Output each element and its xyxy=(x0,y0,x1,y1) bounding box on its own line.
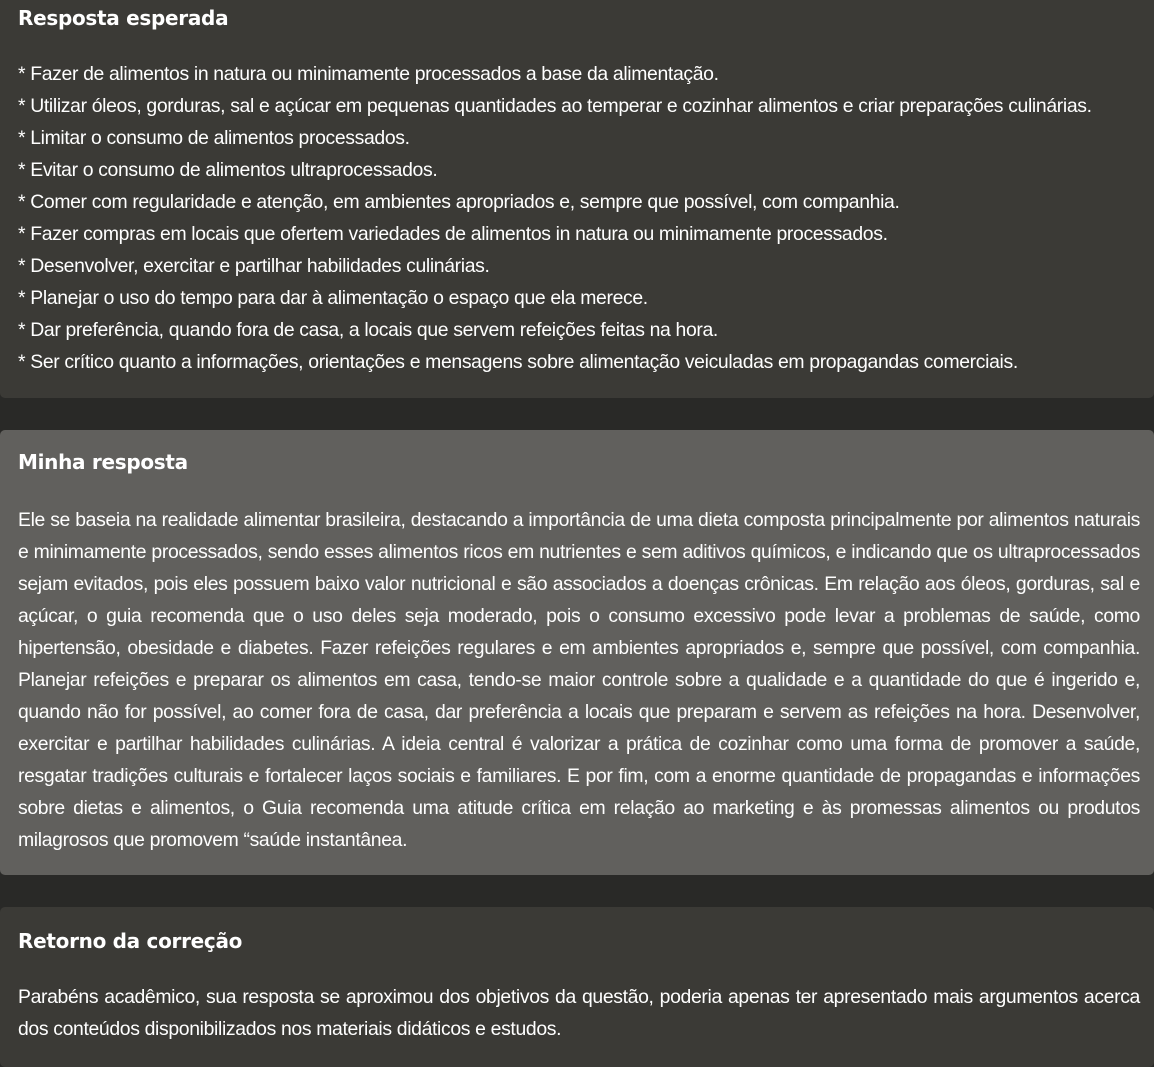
feedback-text: Parabéns acadêmico, sua resposta se aproximou dos objetivos da questão, poderia apenas ter apresentado mais argumentos acerca dos conteúdos disponibilizados nos materiais didáticos e estudos. xyxy=(18,986,1140,1040)
list-item: * Limitar o consumo de alimentos processados. xyxy=(18,127,410,149)
expected-answer-list xyxy=(18,58,1140,378)
list-item: * Fazer de alimentos in natura ou minimamente processados a base da alimentação. xyxy=(18,63,719,85)
list-item: * Desenvolver, exercitar e partilhar habilidades culinárias. xyxy=(18,255,490,277)
feedback-card xyxy=(0,907,1154,1067)
list-item: * Dar preferência, quando fora de casa, a locais que servem refeições feitas na hora. xyxy=(18,319,718,341)
expected-answer-title: Resposta esperada xyxy=(18,6,229,30)
my-answer-text: Ele se baseia na realidade alimentar brasileira, destacando a importância de uma dieta composta principalmente por alimentos naturais e minimamente processados, sendo esses alimentos ricos em nutrientes e sem aditivos químicos, e indicando que os ultraprocessados sejam evitados, pois eles possuem baixo valor nutricional e são associados a doenças crônicas. Em relação aos óleos, gorduras, sal e açúcar, o guia recomenda que o uso deles seja moderado, pois o consumo excessivo pode levar a problemas de saúde, como hipertensão, obesidade e diabetes. Fazer refeições regulares e em ambientes apropriados e, sempre que possível, com companhia. Planejar refeições e preparar os alimentos em casa, tendo-se maior controle sobre a qualidade e a quantidade do que é ingerido e, quando não for possível, ao comer fora de casa, dar preferência a locais que preparam e servem as refeições na hora. Desenvolver, exercitar e partilhar habilidades culinárias. A ideia central é valorizar a prática de cozinhar como uma forma de promover a saúde, resgatar tradições culturais e fortalecer laços sociais e familiares. E por fim, com a enorme quantidade de propagandas e informações sobre dietas e alimentos, o Guia recomenda uma atitude crítica em relação ao marketing e às promessas alimentos ou produtos milagrosos que promovem “saúde instantânea. xyxy=(18,509,1140,851)
list-item: * Ser crítico quanto a informações, orientações e mensagens sobre alimentação veiculadas em propagandas comerciais. xyxy=(18,351,1018,373)
my-answer-card xyxy=(0,430,1154,875)
list-item: * Planejar o uso do tempo para dar à alimentação o espaço que ela merece. xyxy=(18,287,648,309)
list-item: * Comer com regularidade e atenção, em ambientes apropriados e, sempre que possível, com companhia. xyxy=(18,191,900,213)
list-item: * Evitar o consumo de alimentos ultraprocessados. xyxy=(18,159,438,181)
list-item: * Utilizar óleos, gorduras, sal e açúcar em pequenas quantidades ao temperar e cozinhar alimentos e criar preparações culinárias. xyxy=(18,95,1092,117)
feedback-title: Retorno da correção xyxy=(18,929,243,953)
list-item: * Fazer compras em locais que ofertem variedades de alimentos in natura ou minimamente processados. xyxy=(18,223,888,245)
my-answer-title: Minha resposta xyxy=(18,450,188,474)
expected-answer-card xyxy=(0,0,1154,398)
